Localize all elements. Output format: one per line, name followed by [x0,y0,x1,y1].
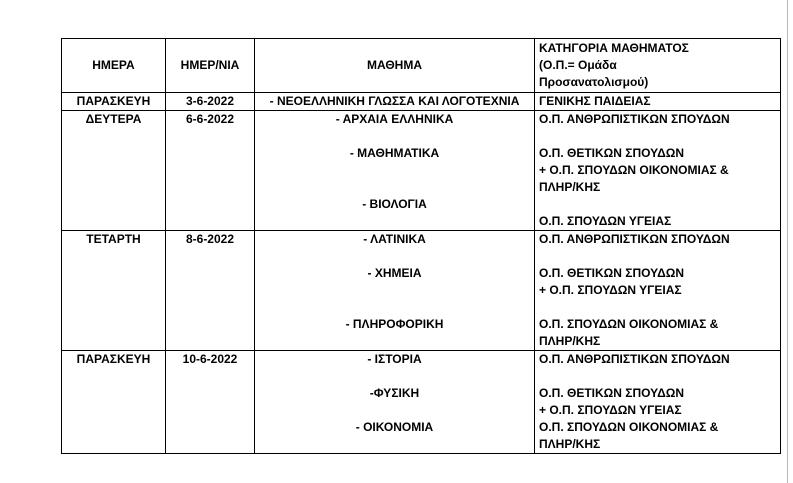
table-row [62,111,781,231]
category-item: + Ο.Π. ΣΠΟΥΔΩΝ ΟΙΚΟΝΟΜΙΑΣ & [539,163,729,177]
header-day: ΗΜΕΡΑ [62,39,166,93]
category-item: Ο.Π. ΘΕΤΙΚΩΝ ΣΠΟΥΔΩΝ [539,386,684,400]
category-item: Ο.Π. ΘΕΤΙΚΩΝ ΣΠΟΥΔΩΝ [539,266,684,280]
category-item: Ο.Π. ΣΠΟΥΔΩΝ ΟΙΚΟΝΟΜΙΑΣ & [539,420,719,434]
date-cell: 6-6-2022 [166,111,255,231]
header-date: ΗΜΕΡ/ΝΙΑ [166,39,255,93]
table-header-row [62,39,781,93]
day-cell: ΔΕΥΤΕΡΑ [62,111,166,231]
category-item: + Ο.Π. ΣΠΟΥΔΩΝ ΥΓΕΙΑΣ [539,403,682,417]
subject-cell: - ΝΕΟΕΛΛΗΝΙΚΗ ΓΛΩΣΣΑ ΚΑΙ ΛΟΓΟΤΕΧΝΙΑ [255,93,535,111]
category-item: ΠΛΗΡ/ΚΗΣ [539,180,601,194]
category-item: Ο.Π. ΣΠΟΥΔΩΝ ΥΓΕΙΑΣ [539,214,672,228]
subject-cell [255,111,535,231]
category-item: Ο.Π. ΑΝΘΡΩΠΙΣΤΙΚΩΝ ΣΠΟΥΔΩΝ [539,112,730,126]
category-item: Ο.Π. ΘΕΤΙΚΩΝ ΣΠΟΥΔΩΝ [539,146,684,160]
subject-item: - ΛΑΤΙΝΙΚΑ [363,232,426,246]
category-item: Ο.Π. ΣΠΟΥΔΩΝ ΟΙΚΟΝΟΜΙΑΣ & [539,317,719,331]
category-item: Ο.Π. ΑΝΘΡΩΠΙΣΤΙΚΩΝ ΣΠΟΥΔΩΝ [539,232,730,246]
subject-item: - ΟΙΚΟΝΟΜΙΑ [355,420,434,434]
day-cell: ΤΕΤΑΡΤΗ [62,231,166,351]
header-category-line1: ΚΑΤΗΓΟΡΙΑ ΜΑΘΗΜΑΤΟΣ [539,41,689,55]
exam-schedule-table [61,38,781,454]
date-cell: 10-6-2022 [166,351,255,454]
category-item: ΠΛΗΡ/ΚΗΣ [539,334,601,348]
subject-item: - ΙΣΤΟΡΙΑ [367,352,422,366]
header-category-line2: (Ο.Π.= Ομάδα [539,58,617,72]
subject-cell [255,231,535,351]
header-category [535,39,781,93]
table-row [62,351,781,454]
subject-item: - ΧΗΜΕΙΑ [367,266,422,280]
category-item: + Ο.Π. ΣΠΟΥΔΩΝ ΥΓΕΙΑΣ [539,283,682,297]
category-cell [535,351,781,454]
category-item: ΠΛΗΡ/ΚΗΣ [539,437,601,451]
category-cell [535,231,781,351]
subject-item: - ΜΑΘΗΜΑΤΙΚΑ [349,146,440,160]
subject-item: - ΑΡΧΑΙΑ ΕΛΛΗΝΙΚΑ [335,112,454,126]
header-category-line3: Προσανατολισμού) [539,75,649,89]
category-cell: ΓΕΝΙΚΗΣ ΠΑΙΔΕΙΑΣ [535,93,781,111]
subject-item: - ΒΙΟΛΟΓΙΑ [362,197,427,211]
subject-item: - ΠΛΗΡΟΦΟΡΙΚΗ [345,317,444,331]
date-cell: 8-6-2022 [166,231,255,351]
day-cell: ΠΑΡΑΣΚΕΥΗ [62,93,166,111]
date-cell: 3-6-2022 [166,93,255,111]
subject-item: -ΦΥΣΙΚΗ [369,386,420,400]
category-item: Ο.Π. ΑΝΘΡΩΠΙΣΤΙΚΩΝ ΣΠΟΥΔΩΝ [539,352,730,366]
table-row [62,93,781,111]
table-row [62,231,781,351]
category-cell [535,111,781,231]
header-subject: ΜΑΘΗΜΑ [255,39,535,93]
page-edge-line [787,0,788,483]
day-cell: ΠΑΡΑΣΚΕΥΗ [62,351,166,454]
subject-cell [255,351,535,454]
